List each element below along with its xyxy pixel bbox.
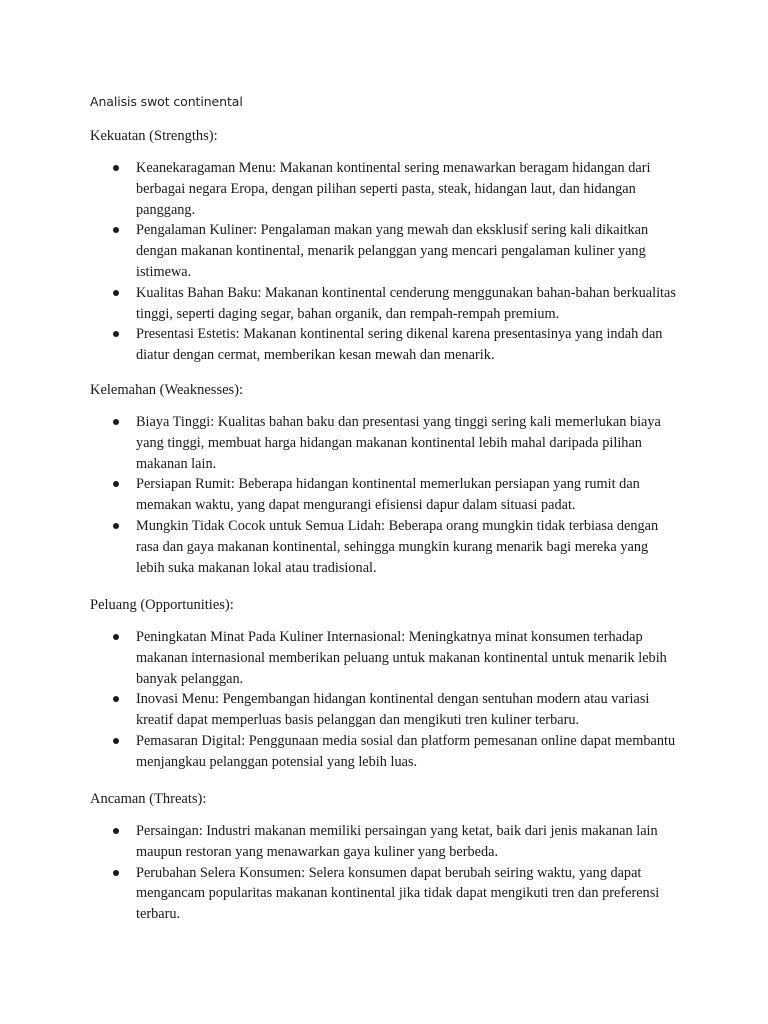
list-item <box>0 220 680 282</box>
list-item-text: Persiapan Rumit: Beberapa hidangan kontinental memerlukan persiapan yang rumit dan memakan waktu, yang dapat mengurangi efisiensi dapur dalam situasi padat. <box>136 476 640 514</box>
bullet-icon <box>113 696 119 702</box>
opportunities-list <box>0 627 768 773</box>
section-heading-strengths: Kekuatan (Strengths): <box>90 128 218 144</box>
section-heading-opportunities: Peluang (Opportunities): <box>90 597 234 613</box>
section-heading-threats: Ancaman (Threats): <box>90 791 207 807</box>
bullet-icon <box>113 227 119 233</box>
list-item-text: Perubahan Selera Konsumen: Selera konsumen dapat berubah seiring waktu, yang dapat mengancam popularitas makanan kontinental jika tidak dapat mengikuti tren dan preferensi terbaru. <box>136 864 660 923</box>
bullet-icon <box>113 870 119 876</box>
list-item-text: Inovasi Menu: Pengembangan hidangan kontinental dengan sentuhan modern atau variasi kreatif dapat memperluas basis pelanggan dan mengikuti tren kuliner terbaru. <box>136 691 650 729</box>
list-item <box>0 731 680 773</box>
strengths-list <box>0 158 768 366</box>
bullet-icon <box>113 634 119 640</box>
document-title: Analisis swot continental <box>90 94 243 109</box>
list-item <box>0 324 680 366</box>
bullet-icon <box>113 331 119 337</box>
list-item <box>0 516 680 578</box>
bullet-icon <box>113 419 119 425</box>
list-item-text: Persaingan: Industri makanan memiliki persaingan yang ketat, baik dari jenis makanan lain maupun restoran yang menawarkan gaya kuliner yang berbeda. <box>136 823 658 860</box>
weaknesses-list <box>0 412 768 578</box>
list-item <box>0 158 680 220</box>
bullet-icon <box>113 165 119 171</box>
list-item <box>0 821 680 863</box>
list-item-text: Biaya Tinggi: Kualitas bahan baku dan presentasi yang tinggi sering kali memerlukan biaya yang tinggi, membuat harga hidangan makanan kontinental lebih mahal daripada pilihan makanan lain. <box>136 414 661 472</box>
bullet-icon <box>113 290 119 296</box>
list-item-text: Presentasi Estetis: Makanan kontinental sering dikenal karena presentasinya yang indah dan diatur dengan cermat, memberikan kesan mewah dan menarik. <box>136 326 663 364</box>
list-item <box>0 689 680 731</box>
list-item <box>0 474 680 516</box>
bullet-icon <box>113 828 119 834</box>
bullet-icon <box>113 523 119 529</box>
list-item-text: Keanekaragaman Menu: Makanan kontinental sering menawarkan beragam hidangan dari berbagai negara Eropa, dengan pilihan seperti pasta, steak, hidangan laut, dan hidangan panggang. <box>136 160 651 218</box>
threats-list <box>0 821 768 925</box>
list-item-text: Kualitas Bahan Baku: Makanan kontinental cenderung menggunakan bahan-bahan berkualitas tinggi, seperti daging segar, bahan organik, dan rempah-rempah premium. <box>136 284 676 322</box>
list-item <box>0 412 680 474</box>
list-item-text: Pengalaman Kuliner: Pengalaman makan yang mewah dan eksklusif sering kali dikaitkan dengan makanan kontinental, menarik pelanggan yang mencari pengalaman kuliner yang istimewa. <box>136 222 649 280</box>
list-item-text: Peningkatan Minat Pada Kuliner Internasional: Meningkatnya minat konsumen terhadap makanan internasional memberikan peluang untuk makanan kontinental untuk menarik lebih banyak pelanggan. <box>136 629 667 687</box>
bullet-icon <box>113 738 119 744</box>
list-item <box>0 283 680 325</box>
list-item <box>0 627 680 689</box>
list-item <box>0 863 680 925</box>
list-item-text: Pemasaran Digital: Penggunaan media sosial dan platform pemesanan online dapat membantu menjangkau pelanggan potensial yang lebih luas. <box>136 732 676 770</box>
section-heading-weaknesses: Kelemahan (Weaknesses): <box>90 382 244 398</box>
list-item-text: Mungkin Tidak Cocok untuk Semua Lidah: Beberapa orang mungkin tidak terbiasa dengan rasa dan gaya makanan kontinental, sehingga mungkin kurang menarik bagi mereka yang lebih suka makanan lokal atau tradisional. <box>136 517 659 576</box>
bullet-icon <box>113 481 119 487</box>
